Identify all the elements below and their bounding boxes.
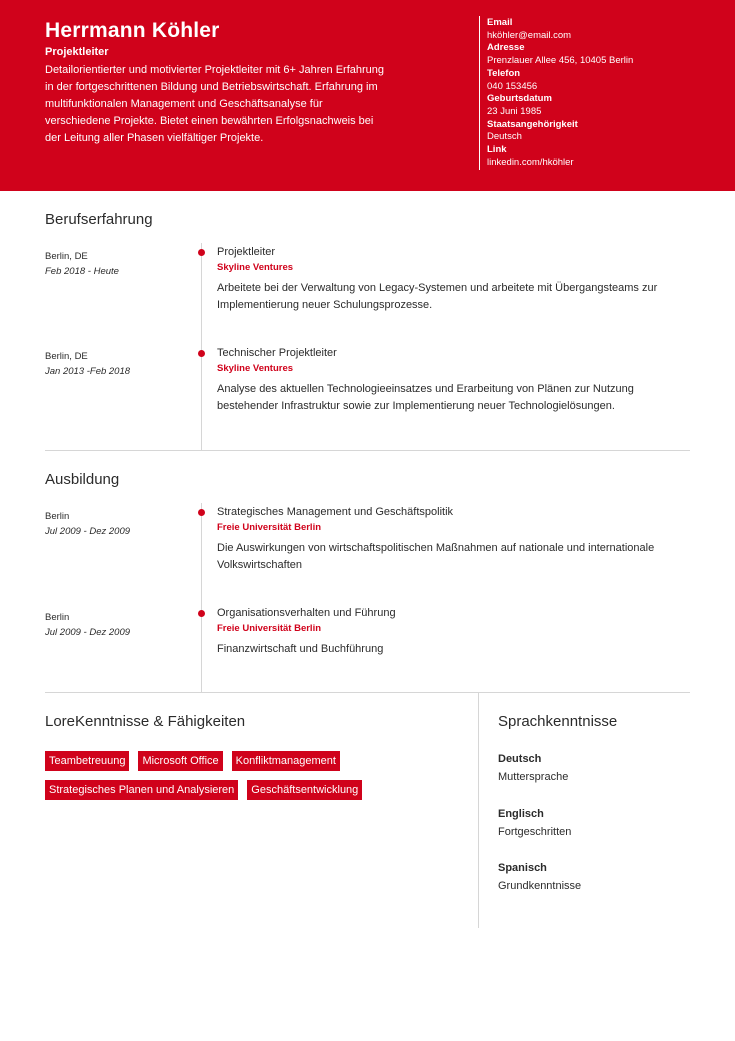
education-1-location: Berlin [45,511,70,522]
skills-row [45,780,445,800]
timeline-dot [198,350,205,357]
candidate-role: Projektleiter [45,46,109,58]
skill-tag: Geschäftsentwicklung [247,780,362,800]
education-2-date: Jul 2009 - Dez 2009 [45,627,131,638]
experience-1-meta [45,249,119,279]
experience-1-title: Projektleiter [217,246,276,258]
education-2-meta [45,610,130,640]
experience-2-entry [217,346,692,415]
education-1-title: Strategisches Management und Geschäftspolitik [217,506,454,518]
experience-1-description: Arbeitete bei der Verwaltung von Legacy-Systemen und arbeitete mit Übergangsteams zur Implementierung neuer Schulungsprozesse. [217,282,658,311]
language-level: Fortgeschritten [498,826,572,838]
education-1-entry [217,505,692,574]
timeline-dot [198,610,205,617]
contact-link[interactable]: linkedin.com/hköhler [487,156,574,168]
skills-tags [45,751,445,809]
timeline-dot [198,509,205,516]
language-name: Deutsch [498,753,542,765]
contact-label-nationality: Staatsangehörigkeit [487,118,578,130]
contact-email[interactable]: hköhler@email.com [487,29,572,41]
education-1-description: Die Auswirkungen von wirtschaftspolitischen Maßnahmen auf nationale und internationale Volkswirtschaften [217,542,655,571]
contact-block [487,17,727,169]
contact-address: Prenzlauer Allee 456, 10405 Berlin [487,55,634,67]
contact-label-birthdate: Geburtsdatum [487,93,552,105]
education-timeline [201,503,202,692]
experience-timeline [201,243,202,450]
education-1-institution: Freie Universität Berlin [217,522,322,533]
timeline-dot [198,249,205,256]
contact-label-phone: Telefon [487,67,521,79]
education-2-description: Finanzwirtschaft und Buchführung [217,643,384,655]
header-divider [479,16,480,170]
contact-birthdate: 23 Juni 1985 [487,105,542,117]
experience-1-location: Berlin, DE [45,251,88,262]
profile-summary: Detailorientierter und motivierter Projektleiter mit 6+ Jahren Erfahrung in der fortgeschrittenen Bildung und Betriebswirtschaft. Erfahrung im multifunktionalen Management und Geschäftsanalyse für verschiedene Projekte. Bietet einen bewährten Erfolgsnachweis bei der Leitung aller Phasen vielfältiger Projekte. [45,64,385,144]
section-divider [45,450,690,451]
language-item [498,806,698,840]
skills-section-title: LoreKenntnisse & Fähigkeiten [45,713,246,730]
experience-2-description: Analyse des aktuellen Technologieeinsatzes und Erarbeitung von Plänen zur Nutzung bestehender Infrastruktur sowie zur Implementierung neuer Technologielösungen. [217,383,634,412]
education-2-entry [217,606,692,658]
experience-2-location: Berlin, DE [45,351,88,362]
language-name: Englisch [498,808,544,820]
experience-1-date: Feb 2018 - Heute [45,266,119,277]
contact-label-address: Adresse [487,42,525,54]
education-2-location: Berlin [45,612,70,623]
language-level: Muttersprache [498,771,569,783]
experience-2-meta [45,349,130,379]
languages-section-title: Sprachkenntnisse [498,713,618,730]
contact-label-link: Link [487,144,507,156]
experience-1-entry [217,245,692,314]
skill-tag: Microsoft Office [138,751,222,771]
education-1-meta [45,509,130,539]
language-level: Grundkenntnisse [498,880,582,892]
experience-2-company: Skyline Ventures [217,363,294,374]
contact-nationality: Deutsch [487,131,522,143]
language-name: Spanisch [498,862,547,874]
experience-2-date: Jan 2013 -Feb 2018 [45,366,131,377]
section-divider [45,692,690,693]
candidate-name: Herrmann Köhler [45,19,220,42]
column-divider [478,693,479,928]
experience-section-title: Berufserfahrung [45,211,153,228]
language-item [498,751,698,785]
education-2-institution: Freie Universität Berlin [217,623,322,634]
education-2-title: Organisationsverhalten und Führung [217,607,396,619]
skill-tag: Strategisches Planen und Analysieren [45,780,238,800]
skill-tag: Teambetreuung [45,751,129,771]
contact-label-email: Email [487,17,513,28]
education-section-title: Ausbildung [45,471,120,488]
education-1-date: Jul 2009 - Dez 2009 [45,526,131,537]
language-item [498,860,698,894]
skills-row [45,751,445,771]
experience-1-company: Skyline Ventures [217,262,294,273]
skill-tag: Konfliktmanagement [232,751,340,771]
header-banner [0,0,735,191]
experience-2-title: Technischer Projektleiter [217,347,337,359]
contact-phone: 040 153456 [487,80,538,92]
